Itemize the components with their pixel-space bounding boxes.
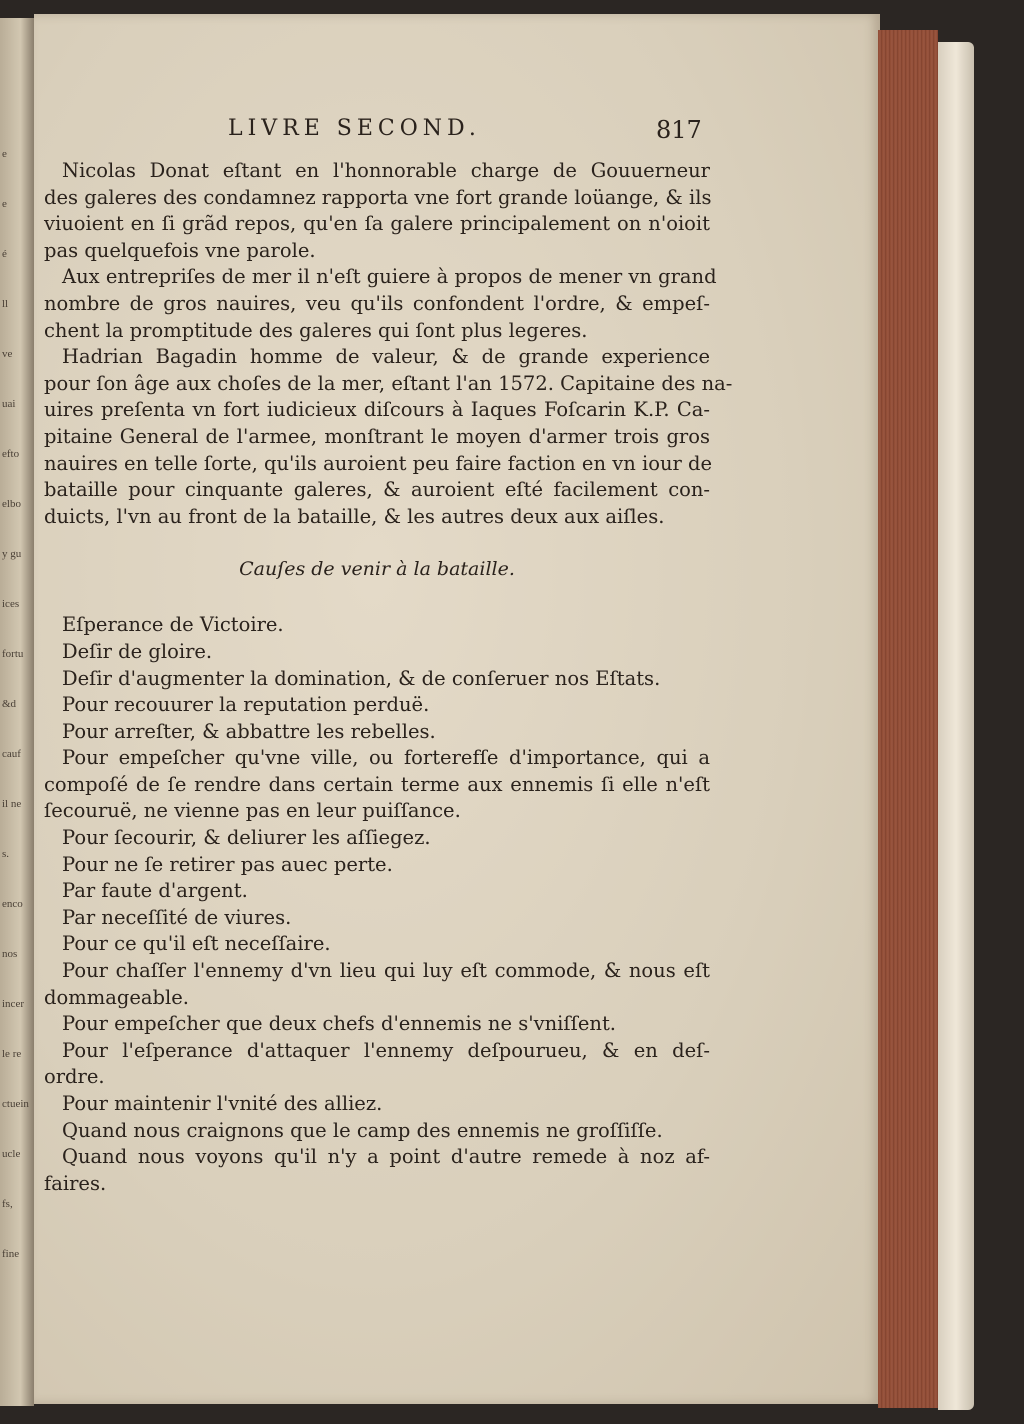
previous-page-fragment: enco	[2, 898, 23, 910]
text-line: Nicolas Donat eſtant en l'honnorable charge de Gouuerneur	[62, 159, 710, 182]
page-header	[34, 114, 880, 154]
text-line: uires preſenta vn fort iudicieux diſcours à Iaques Foſcarin K.P. Ca-	[44, 398, 710, 422]
list-item-continuation: dommageable.	[44, 985, 189, 1009]
previous-page-fragment: ices	[2, 598, 20, 610]
page	[34, 14, 880, 1404]
list-item: Pour recouurer la reputation perduë.	[62, 693, 430, 717]
text-line: Hadrian Bagadin homme de valeur, & de grande experience	[62, 345, 710, 369]
list-item-continuation: faires.	[44, 1171, 107, 1195]
previous-page-fragment: le re	[2, 1048, 22, 1060]
list-item: Pour ce qu'il eſt neceſſaire.	[62, 932, 331, 956]
list-item: Pour ſecourir, & deliurer les aſſiegez.	[62, 826, 431, 850]
previous-page-fragment: ctuein	[2, 1098, 29, 1110]
text-line: des galeres des condamnez rapporta vne fort grande loüange, & ils	[44, 185, 712, 209]
text-line: viuoient en ſi grãd repos, qu'en ſa galere principalement on n'oioit	[44, 212, 710, 236]
list-item: Par faute d'argent.	[62, 879, 248, 903]
text-line: pour ſon âge aux choſes de la mer, eſtant l'an 1572. Capitaine des na-	[44, 371, 733, 395]
previous-page-fragment: efto	[2, 448, 20, 460]
previous-page-fragment: il ne	[2, 798, 22, 810]
previous-page-fragment: e	[2, 148, 7, 160]
text-line: Aux entrepriſes de mer il n'eſt guiere à propos de mener vn grand	[62, 265, 717, 289]
previous-page-fragment: é	[2, 248, 7, 260]
cover-edge	[938, 42, 974, 1410]
previous-page-fragment: ll	[2, 298, 9, 310]
previous-page-fragment: e	[2, 198, 7, 210]
list-item: Pour ne ſe retirer pas auec perte.	[62, 852, 393, 876]
list-item: Par neceſſité de viures.	[62, 905, 292, 929]
section-heading: Cauſes de venir à la bataille.	[239, 558, 515, 581]
previous-page-fragment: y gu	[2, 548, 22, 560]
text-line: pitaine General de l'armee, monſtrant le moyen d'armer trois gros	[44, 424, 710, 448]
list-item: Pour arreſter, & abbattre les rebelles.	[62, 719, 436, 743]
text-line: duicts, l'vn au front de la bataille, & les autres deux aux aiſles.	[44, 504, 665, 528]
list-item: Pour empeſcher que deux chefs d'ennemis ne s'vniſſent.	[62, 1012, 616, 1036]
previous-page-fragment: cauf	[2, 748, 21, 760]
list-item: Eſperance de Victoire.	[62, 613, 284, 637]
previous-page-fragment: elbo	[2, 498, 21, 510]
list-item-continuation: compoſé de ſe rendre dans certain terme aux ennemis ſi elle n'eſt	[44, 772, 710, 796]
text-line: pas quelquefois vne parole.	[44, 238, 316, 262]
list-item: Pour empeſcher qu'vne ville, ou forterefſe d'importance, qui a	[62, 746, 710, 770]
previous-page-fragment: ve	[2, 348, 13, 360]
list-item: Deſir de gloire.	[62, 639, 213, 663]
previous-page-fragment: ucle	[2, 1148, 21, 1160]
previous-page-fragment: incer	[2, 998, 24, 1010]
previous-page-fragment: fs,	[2, 1198, 13, 1210]
page-number: 817	[656, 116, 702, 144]
previous-page-fragment: fine	[2, 1248, 20, 1260]
previous-page-fragment: nos	[2, 948, 18, 960]
text-line: chent la promptitude des galeres qui ſont plus legeres.	[44, 318, 588, 342]
previous-page-fragment: fortu	[2, 648, 24, 660]
text-line: bataille pour cinquante galeres, & auroient eſté facilement con-	[44, 478, 710, 502]
list-item: Pour maintenir l'vnité des alliez.	[62, 1092, 383, 1115]
previous-page-edge	[0, 18, 34, 1406]
text-line: nombre de gros nauires, veu qu'ils confondent l'ordre, & empeſ-	[44, 291, 710, 315]
list-item: Pour chaſſer l'ennemy d'vn lieu qui luy eſt commode, & nous eſt	[62, 959, 710, 983]
list-item-continuation: ordre.	[44, 1065, 105, 1089]
page-block-edge	[878, 30, 938, 1408]
running-head: LIVRE SECOND.	[228, 116, 481, 141]
text-line: nauires en telle ſorte, qu'ils auroient peu faire faction en vn iour de	[44, 451, 713, 475]
list-item: Quand nous craignons que le camp des ennemis ne groſſiſſe.	[62, 1118, 663, 1142]
causes-list	[44, 612, 710, 1197]
previous-page-fragment: uai	[2, 398, 16, 410]
list-item: Pour l'eſperance d'attaquer l'ennemy deſpourueu, & en deſ-	[62, 1038, 710, 1062]
page-body	[44, 158, 733, 1197]
previous-page-fragment: &d	[2, 698, 17, 710]
list-item-continuation: ſecouruë, ne vienne pas en leur puiſſance.	[44, 799, 461, 823]
list-item: Quand nous voyons qu'il n'y a point d'autre remede à noz af-	[62, 1145, 710, 1169]
previous-page-fragment: s.	[2, 848, 10, 860]
paragraphs	[44, 158, 733, 530]
list-item: Deſir d'augmenter la domination, & de conſeruer nos Eſtats.	[62, 666, 661, 690]
